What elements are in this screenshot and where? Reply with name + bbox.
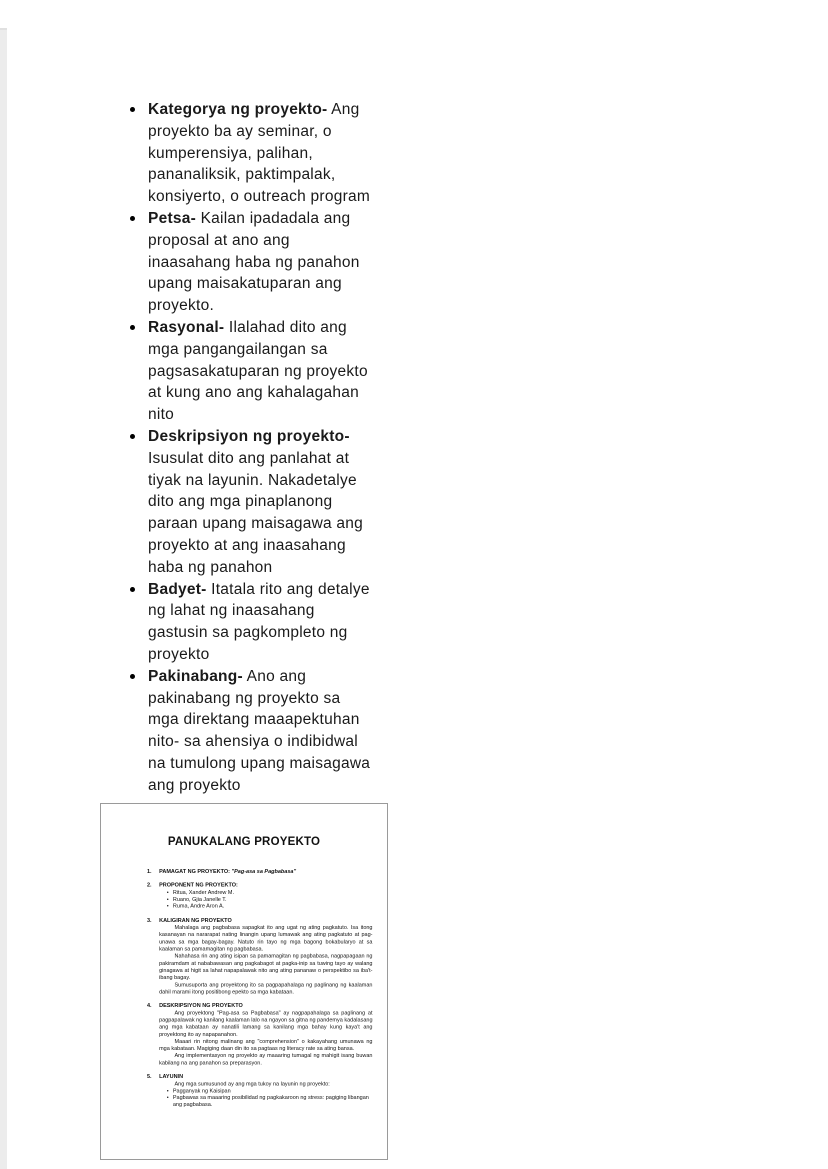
term-kategorya-description: Ang proyekto ba ay seminar, o kumperensiya, palihan, pananaliksik, paktimpalak, konsiyerto, o outreach program [148,101,371,206]
section-number: 2. [147,882,152,889]
term-kategorya: Kategorya ng proyekto- [148,101,328,118]
project-title-value: "Pag-asa sa Pagbabasa" [229,868,297,875]
embedded-document-image [100,803,388,1160]
list-item-text [148,210,360,314]
term-petsa-description: Kailan ipadadala ang proposal at ano ang inaasahang haba ng panahon upang maisakatuparan ang proyekto. [148,209,360,315]
doc-section-proponent [147,882,373,910]
section-heading: LAYUNIN [159,1073,184,1080]
doc-content [147,868,373,1115]
paragraph: Nahahasa rin ang ating isipan sa pamamagitan ng pagbabasa, nagpapagaan ng pakiramdam at nababawasan ang pagkabagot at pagka-inip sa tuwing tayo ay walang ginagawa at higit sa lahat napapalawak nito ang ating pananaw o perspektibo sa iba't-ibang bagay. [159,952,373,981]
doc-section-pamagat [147,868,373,875]
bullet-icon [130,674,135,679]
list-item-text [148,581,370,663]
proponent-item: • Ritua, Xander Andrew M. [167,889,373,896]
section-heading: DESKRIPSIYON NG PROYEKTO [159,1002,243,1009]
term-pakinabang-description: Ano ang pakinabang ng proyekto sa mga direktang maaapektuhan nito- sa ahensiya o indibidwal na tumulong upang maisagawa ang proyekto [148,667,371,794]
list-item [129,426,373,579]
list-item-text [148,101,370,205]
term-deskripsiyon: Deskripsiyon ng proyekto- [148,427,350,445]
page-edge-left [0,30,7,1169]
section-number: 1. [147,868,152,875]
term-rasyonal-description: Ilalahad dito ang mga pangangailangan sa pagsasakatuparan ng proyekto at kung ano ang kahalagahan nito [148,318,368,424]
term-badyet-description: Itatala rito ang detalye ng lahat ng inaasahang gastusin sa pagkompleto ng proyekto [148,580,370,663]
layunin-list [159,1088,372,1109]
list-item-text [148,428,363,576]
doc-section-layunin [147,1073,373,1108]
bullet-icon [130,587,135,592]
bullet-icon [130,107,135,112]
paragraph: Ang implementasyon ng proyekto ay maaaring tumagal ng mahigit isang buwan kabilang na ang panahon sa preparasyon. [159,1052,373,1066]
proponent-list [159,889,372,910]
paragraph: Mahalaga ang pagbabasa sapagkat ito ang ugat ng ating pagkatuto. Isa itong kasanayan na nararapat nating linangin upang lumawak ang ating pagkatuto at pag-unawa sa mga bagay-bagay. Natuto rin tayo ng mga bagong bokabularyo at sa kaalaman sa pamamagitan ng pagbabasa. [159,924,373,952]
section-number: 5. [147,1073,152,1080]
project-proposal-bullet-list [129,99,373,797]
bullet-icon [130,216,135,221]
list-item [129,208,373,317]
term-badyet: Badyet- [148,580,207,598]
section-heading: PAMAGAT NG PROYEKTO: [159,868,230,875]
doc-title: PANUKALANG PROYEKTO [167,836,321,848]
term-pakinabang: Pakinabang- [148,667,243,685]
doc-section-deskripsiyon [147,1002,373,1066]
proponent-item: • Ruma, Andre Aron A. [167,903,373,910]
layunin-item: • Pagganyak ng Kaisipan [167,1088,373,1095]
term-petsa: Petsa- [148,209,197,227]
list-item [129,666,373,797]
bullet-icon [130,325,135,330]
section-heading: PROPONENT NG PROYEKTO: [159,882,238,889]
list-item [129,99,373,208]
term-rasyonal: Rasyonal- [148,318,225,336]
page-edge-corner [0,28,7,30]
section-number: 4. [147,1002,152,1009]
section-number: 3. [147,917,152,924]
layunin-intro: Ang mga sumusunod ay ang mga tukoy na layunin ng proyekto: [174,1080,330,1087]
doc-section-kaligiran [147,917,373,996]
list-item [129,579,373,666]
paragraph: Ang proyektong "Pag-asa sa Pagbabasa" ay nagpapahalaga sa paglinang at pagpapalawak ng kanilang kaalaman lalo na ngayon sa gitna ng pandemya kadalasang ang mga kabataan ay nanatili lamang sa kanilang mga bahay kung kaya't ang proyektong ito ay napapanahon. [159,1009,373,1038]
list-item-text [148,319,368,423]
proponent-item: • Ruano, Gjia Janelle T. [167,896,373,903]
paragraph: Maaari rin nitong malinang ang "comprehension" o kakayahang umunawa ng mga kabataan. Magiging daan din ito sa pagtaas ng literacy rate sa ating bansa. [159,1038,373,1052]
list-item-text [148,668,370,794]
bullet-icon [130,434,135,439]
paragraph: Sumusuporta ang proyektong ito sa pagpapahalaga ng paglinang ng kaalaman dahil marami itong positibong epekto sa mga kabataan. [159,981,373,995]
term-deskripsiyon-description: Isusulat dito ang panlahat at tiyak na layunin. Nakadetalye dito ang mga pinaplanong paraan upang maisagawa ang proyekto at ang inaasahang haba ng panahon [148,449,364,576]
layunin-item: • Pagbawas sa maaaring posibilidad ng pagkakaroon ng stress: pagiging libangan ang pagbabasa. [167,1095,373,1109]
section-heading: KALIGIRAN NG PROYEKTO [159,917,232,924]
list-item [129,317,373,426]
